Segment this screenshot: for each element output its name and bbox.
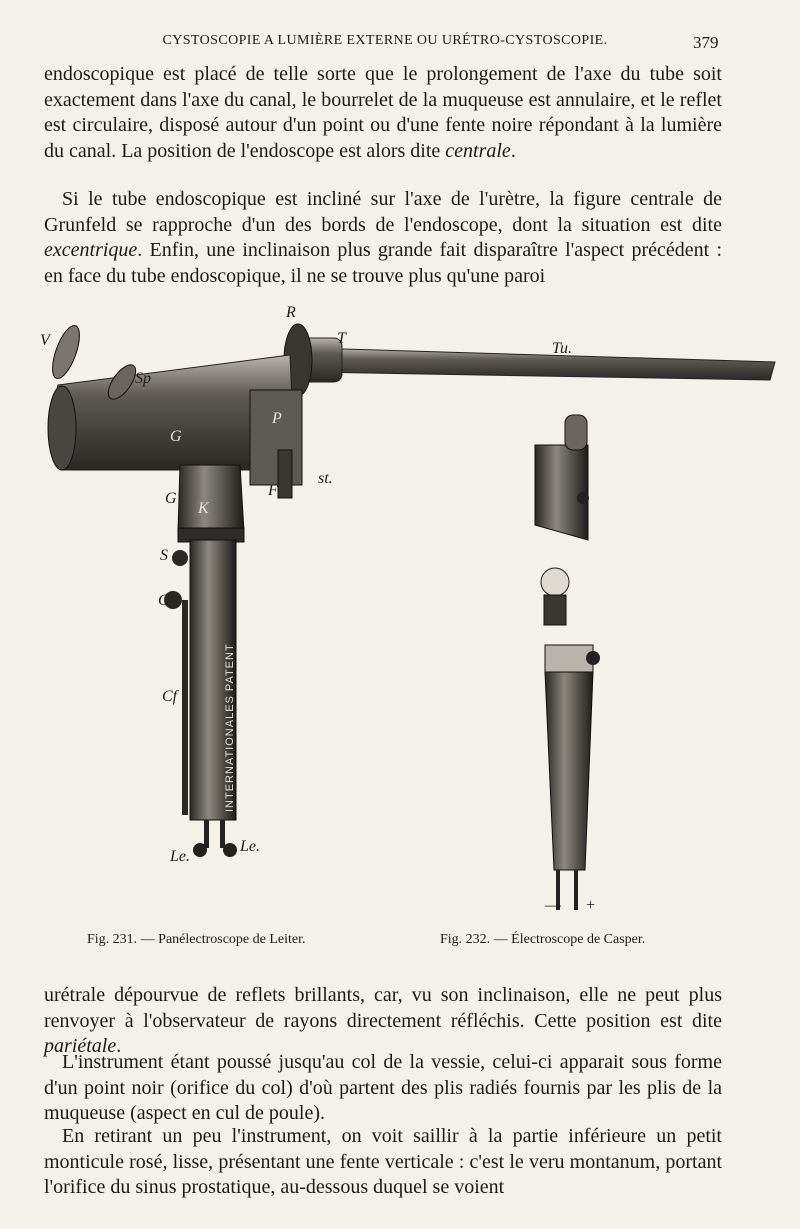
label-Sp: Sp [135, 370, 151, 387]
terminal-knob-left [193, 843, 207, 857]
paragraph-5: En retirant un peu l'instrument, on voit saillir à la partie inférieure un petit monticule rosé, lisse, présentant une fente verticale : c'est le veru montanum, portant l'orifice du sinus prostatique, au-dessous duquel se voient [44, 1125, 722, 1198]
label-P: P [272, 410, 282, 427]
label-G2: G' [165, 490, 180, 507]
label-K: K [198, 500, 209, 517]
paragraph-2-end: . Enfin, une inclinaison plus grande fait disparaître l'aspect précédent : en face du tube endoscopique, il ne se trouve plus qu'une paroi [44, 239, 722, 287]
plate-p [250, 390, 302, 485]
label-Tu: Tu. [552, 340, 573, 357]
terminal-knob-right [223, 843, 237, 857]
endoscope-tube [310, 348, 775, 380]
label-Le-left: Le. [170, 848, 190, 865]
patent-stamp: INTERNATIONALES PATENT [224, 643, 236, 812]
electroscope-drawing [535, 415, 600, 910]
paragraph-4: L'instrument étant poussé jusqu'au col de la vessie, celui-ci apparait sous forme d'un point noir (orifice du col) d'où partent des plis radiés fournis par les plis de la muqueuse (aspect en cul de poule). [44, 1051, 722, 1124]
term-centrale: centrale [445, 139, 511, 162]
label-minus: — [545, 897, 561, 914]
term-excentrique: excentrique [44, 239, 138, 261]
label-plus: + [586, 897, 596, 914]
lamp-bulb [541, 568, 569, 596]
paragraph-3-end: . [116, 1035, 122, 1057]
body-end [48, 386, 76, 470]
label-T: T [337, 330, 346, 347]
mirror-v [47, 322, 85, 381]
paragraph-2 [44, 187, 722, 289]
cap-screw [577, 492, 589, 504]
label-R: R [286, 304, 296, 321]
running-title: CYSTOSCOPIE A LUMIÈRE EXTERNE OU URÉTRO-CYSTOSCOPIE. [162, 33, 608, 48]
label-S: S [160, 547, 168, 564]
screw-s [172, 550, 188, 566]
electroscope-collar [545, 645, 593, 673]
label-Cf: Cf [162, 688, 178, 705]
neck-k [178, 465, 244, 532]
paragraph-2-text: Si le tube endoscopique est incliné sur l'axe de l'urètre, la figure centrale de Grunfeld se rapproche d'un des bords de l'endoscope, dont la situation est dite [44, 188, 722, 236]
paragraph-1 [44, 62, 722, 164]
lamp-socket [544, 595, 566, 625]
label-C: C [158, 592, 169, 609]
screw-st [278, 450, 292, 498]
terminal-right [220, 820, 225, 848]
terminal-left [204, 820, 209, 848]
label-F: F [268, 482, 278, 499]
paragraph-3 [44, 983, 722, 1060]
label-Le-right: Le. [240, 838, 260, 855]
lamp-hood [565, 415, 587, 450]
electroscope-handle [545, 672, 593, 870]
instrument-illustrations [40, 300, 780, 925]
caption-fig-232: Fig. 232. — Électroscope de Casper. [440, 932, 646, 947]
contact-rod [182, 600, 188, 815]
collar-screw [586, 651, 600, 665]
panelectroscope-drawing [47, 322, 775, 857]
label-st: st. [318, 470, 333, 487]
label-V: V [40, 332, 50, 349]
term-parietale: pariétale [44, 1035, 117, 1057]
caption-fig-231: Fig. 231. — Panélectroscope de Leiter. [87, 932, 306, 947]
pin-plus [574, 870, 578, 910]
label-G: G [170, 428, 182, 445]
paragraph-3-text: urétrale dépourvue de reflets brillants, car, vu son inclinaison, elle ne peut plus renvoyer à l'observateur de rayons directement réfléchis. Cette position est dite [44, 984, 722, 1032]
lamp-cap [535, 445, 588, 540]
paragraph-1-text: endoscopique est placé de telle sorte que le prolongement de l'axe du tube soit exactement dans l'axe du canal, le bourrelet de la muqueuse est annulaire, et le reflet est circulaire, disposé autour d'un point ou d'une fente noire répondant à la lumière du canal. La position de l'endoscope est alors dite [44, 63, 722, 162]
page-number: 379 [693, 33, 719, 52]
paragraph-1-end: . [510, 139, 516, 162]
